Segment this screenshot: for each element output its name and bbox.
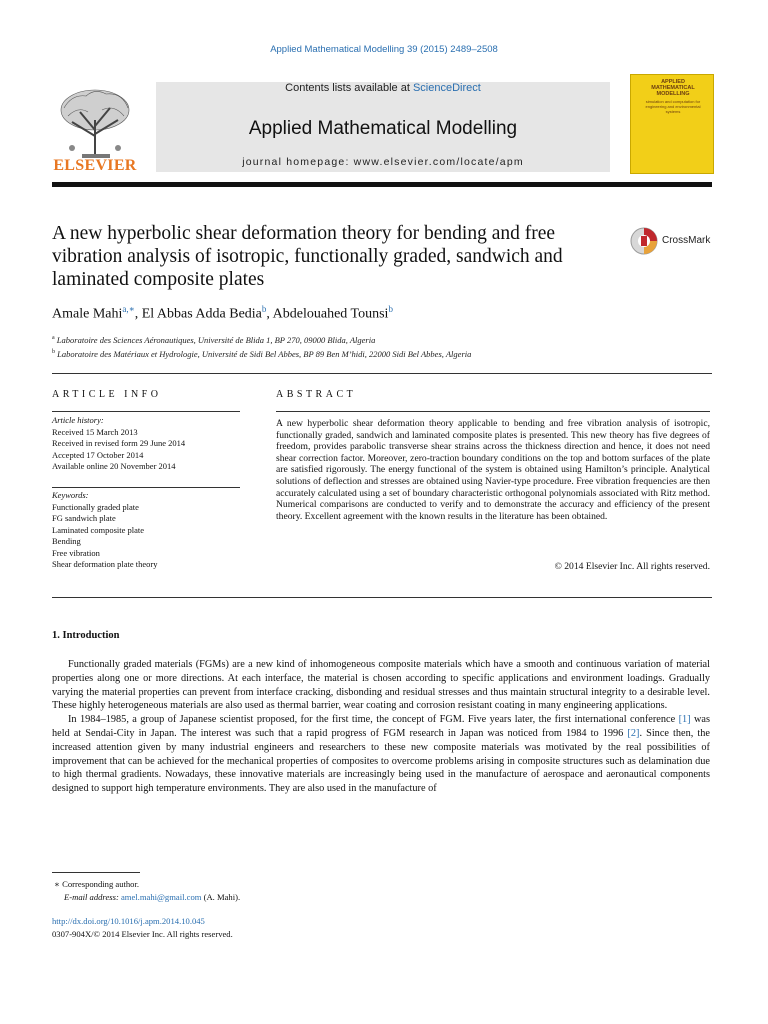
history-label: Article history: [52, 415, 104, 425]
paragraph-text: In 1984–1985, a group of Japanese scientist proposed, for the first time, the concept of FGM. Five years later, the first international conference [68, 714, 679, 726]
author-name[interactable]: Amale Mahi [52, 306, 123, 322]
author-list [52, 304, 393, 323]
affiliation-mark: b [52, 348, 55, 355]
abstract-heading: ABSTRACT [276, 389, 357, 400]
cover-title: APPLIED MATHEMATICAL MODELLING [651, 79, 695, 97]
sciencedirect-link[interactable]: ScienceDirect [412, 82, 481, 94]
paragraph: Functionally graded materials (FGMs) are a new kind of inhomogeneous composite materials which have a smooth and continuous variation of material properties along one or more directions. At each interface, the material is chosen according to specific applications and environment loadings. Gradually varying the material properties can prevent from interface cracking, disbonding and residual stresses and thus maintain structural integrity to a desirable level. These highly heterogeneous materials are also used as thermal barrier, wear coating and corrosion resistant coating in many engineering applications. [52, 659, 710, 712]
doi-block [52, 915, 233, 940]
article-history [52, 415, 185, 473]
history-item: Accepted 17 October 2014 [52, 449, 144, 460]
issn-text: 0307-904X/© 2014 Elsevier Inc. All rights reserved. [52, 928, 233, 939]
author-separator: , [266, 306, 273, 322]
email-link[interactable]: amel.mahi@gmail.com [120, 891, 202, 902]
keyword-item: Shear deformation plate theory [52, 559, 158, 569]
email-note [52, 891, 240, 904]
section-divider [52, 597, 712, 598]
affiliation-text: Laboratoire des Matériaux et Hydrologie, Université de Sidi Bel Abbes, BP 89 Ben M’hidi, 22000 Sidi Bel Abbes, Algeria [57, 348, 472, 359]
footnote-text: Corresponding author. [62, 879, 140, 889]
author-separator: , [134, 306, 142, 322]
info-divider [52, 487, 240, 488]
abstract-divider [276, 411, 710, 412]
paragraph-text: was held at Sendai-City in Japan. The interest was such that a rapid progress of FGM research in Japan was noticed from 1984 to 1996 [52, 714, 710, 739]
abstract-text: A new hyperbolic shear deformation theory applicable to bending and free vibration analysis of isotropic, functionally graded, sandwich and laminated composite plates is presented. This new theory has five degrees of freedom, provides parabolic transverse shear strains across the thickness direction and hence, it does not need shear correction factor. Moreover, zero-traction boundary conditions on the top and bottom surfaces of the plate are satisfied rigorously. The energy functional of the system is obtained using Hamilton’s principle. Analytical solutions of deflection and stresses are obtained using Navier-type procedure. Free vibration frequencies are then accurately calculated using a set of boundary characteristic orthogonal polynomials associated with Ritz method. Numerical comparisons are conducted to verify and to demonstrate the accuracy and efficiency of the present theory. Excellent agreement with the known results in the literature has been obtained. [276, 418, 710, 522]
masthead [52, 74, 712, 176]
reference-link[interactable]: [1] [678, 714, 691, 726]
introduction-heading: 1. Introduction [52, 630, 120, 641]
contents-line [156, 82, 610, 94]
footnote-mark: ∗ [54, 879, 60, 889]
paragraph-text: . Since then, the increased attention given by many industrial engineers and researchers to these new composite materials was motivated by the real possibilities of improvement that can be achieved for the mechanical properties of composites to overcome problems arising in composite structures such as delamination due to high thermal gradients. Nowadays, these innovative materials are increasingly being used in the manufacture of aerospace and aeronautical components designed to support high temperature environments. They are also used in the manufacture of [52, 727, 710, 795]
crossmark-badge[interactable] [630, 226, 714, 258]
author-name[interactable]: Abdelouahed Tounsi [272, 306, 389, 322]
publisher-name: ELSEVIER [53, 157, 137, 174]
affiliation-item [52, 332, 471, 346]
journal-cover-image [630, 74, 714, 174]
email-label: E-mail address: [64, 891, 121, 902]
keywords-label: Keywords: [52, 490, 89, 500]
history-item: Available online 20 November 2014 [52, 461, 176, 471]
paragraph [52, 713, 710, 796]
keyword-item: Free vibration [52, 547, 100, 558]
author-affiliation-mark[interactable]: b [261, 304, 267, 314]
corresponding-author-note [52, 878, 240, 891]
author-affiliation-mark[interactable]: b [388, 304, 393, 314]
header-divider [52, 182, 712, 187]
journal-title: Applied Mathematical Modelling [248, 118, 518, 139]
affiliation-mark: a [52, 335, 55, 341]
footnotes [52, 878, 240, 903]
history-item: Received 15 March 2013 [52, 426, 138, 437]
crossmark-label: CrossMark [662, 235, 711, 246]
reference-link[interactable]: [2] [627, 727, 640, 739]
affiliations [52, 332, 471, 360]
crossmark-icon [630, 226, 658, 256]
abstract-copyright: © 2014 Elsevier Inc. All rights reserved. [554, 561, 710, 572]
doi-link[interactable]: http://dx.doi.org/10.1016/j.apm.2014.10.045 [52, 916, 205, 926]
journal-homepage-link[interactable]: journal homepage: www.elsevier.com/locate/apm [242, 156, 524, 168]
history-item: Received in revised form 29 June 2014 [52, 438, 186, 448]
keyword-item: Functionally graded plate [52, 501, 139, 512]
journal-banner [156, 82, 610, 172]
section-divider [52, 373, 712, 374]
info-divider [52, 411, 240, 412]
cover-subtitle: simulation and computation for engineering and environmental systems [645, 99, 701, 114]
introduction-body [52, 658, 710, 796]
affiliation-item [52, 346, 471, 360]
keyword-item: FG sandwich plate [52, 513, 116, 523]
keywords [52, 490, 158, 571]
keyword-item: Bending [52, 536, 81, 546]
keyword-item: Laminated composite plate [52, 524, 145, 535]
footnote-divider [52, 872, 140, 873]
author-name[interactable]: El Abbas Adda Bedia [141, 306, 262, 322]
contents-prefix: Contents lists available at [285, 82, 413, 94]
affiliation-text: Laboratoire des Sciences Aéronautiques, Université de Blida 1, BP 270, 09000 Blida, Algeria [56, 334, 376, 345]
author-affiliation-mark[interactable]: a,∗ [122, 304, 135, 314]
journal-citation-link[interactable]: Applied Mathematical Modelling 39 (2015) 2489–2508 [270, 44, 498, 55]
paper-title: A new hyperbolic shear deformation theory for bending and free vibration analysis of isotropic, functionally graded, sandwich and laminated composite plates [52, 223, 563, 290]
article-info-heading: ARTICLE INFO [52, 389, 162, 400]
email-suffix: (A. Mahi). [201, 891, 241, 902]
